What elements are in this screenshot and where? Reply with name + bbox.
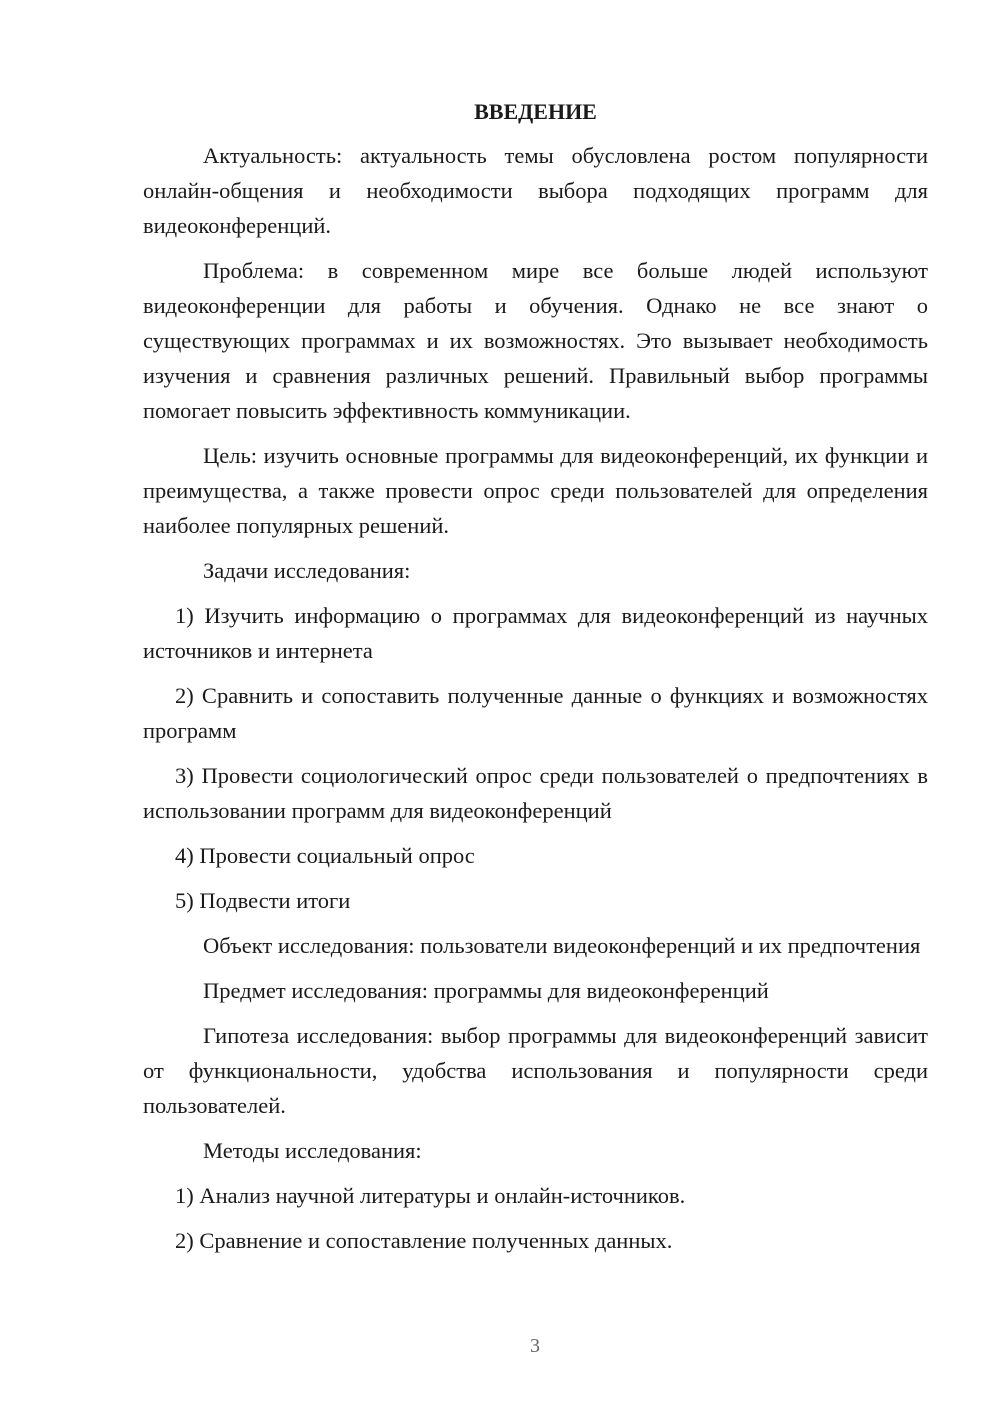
task-item-3: 3) Провести социологический опрос среди пользователей о предпочтениях в использовании программ для видеоконференций: [143, 763, 928, 823]
paragraph-object: Объект исследования: пользователи видеоконференций и их предпочтения: [203, 933, 921, 958]
method-item-1: 1) Анализ научной литературы и онлайн-источников.: [175, 1183, 686, 1208]
task-item-4: 4) Провести социальный опрос: [175, 843, 475, 868]
task-item-2: 2) Сравнить и сопоставить полученные данные о функциях и возможностях программ: [143, 683, 928, 743]
document-body: [143, 96, 928, 1268]
page-number: 3: [530, 1335, 540, 1357]
paragraph-problem: Проблема: в современном мире все больше людей используют видеоконференции для работы и обучения. Однако не все знают о существующих программах и их возможностях. Это вызывает необходимость изучения и сравнения различных решений. Правильный выбор программы помогает повысить эффективность коммуникации.: [143, 258, 928, 423]
paragraph-subject: Предмет исследования: программы для видеоконференций: [203, 978, 769, 1003]
paragraph-goal: Цель: изучить основные программы для видеоконференций, их функции и преимущества, а также провести опрос среди пользователей для определения наиболее популярных решений.: [143, 443, 928, 538]
tasks-heading: Задачи исследования:: [203, 558, 411, 583]
task-item-1: 1) Изучить информацию о программах для видеоконференций из научных источников и интернета: [143, 603, 928, 663]
paragraph-hypothesis: Гипотеза исследования: выбор программы для видеоконференций зависит от функциональности, удобства использования и популярности среди пользователей.: [143, 1023, 928, 1118]
method-item-2: 2) Сравнение и сопоставление полученных данных.: [175, 1228, 673, 1253]
paragraph-relevance: Актуальность: актуальность темы обусловлена ростом популярности онлайн-общения и необходимости выбора подходящих программ для видеоконференций.: [143, 143, 928, 238]
task-item-5: 5) Подвести итоги: [175, 888, 351, 913]
methods-heading: Методы исследования:: [203, 1138, 422, 1163]
page-title: ВВЕДЕНИЕ: [474, 99, 597, 124]
